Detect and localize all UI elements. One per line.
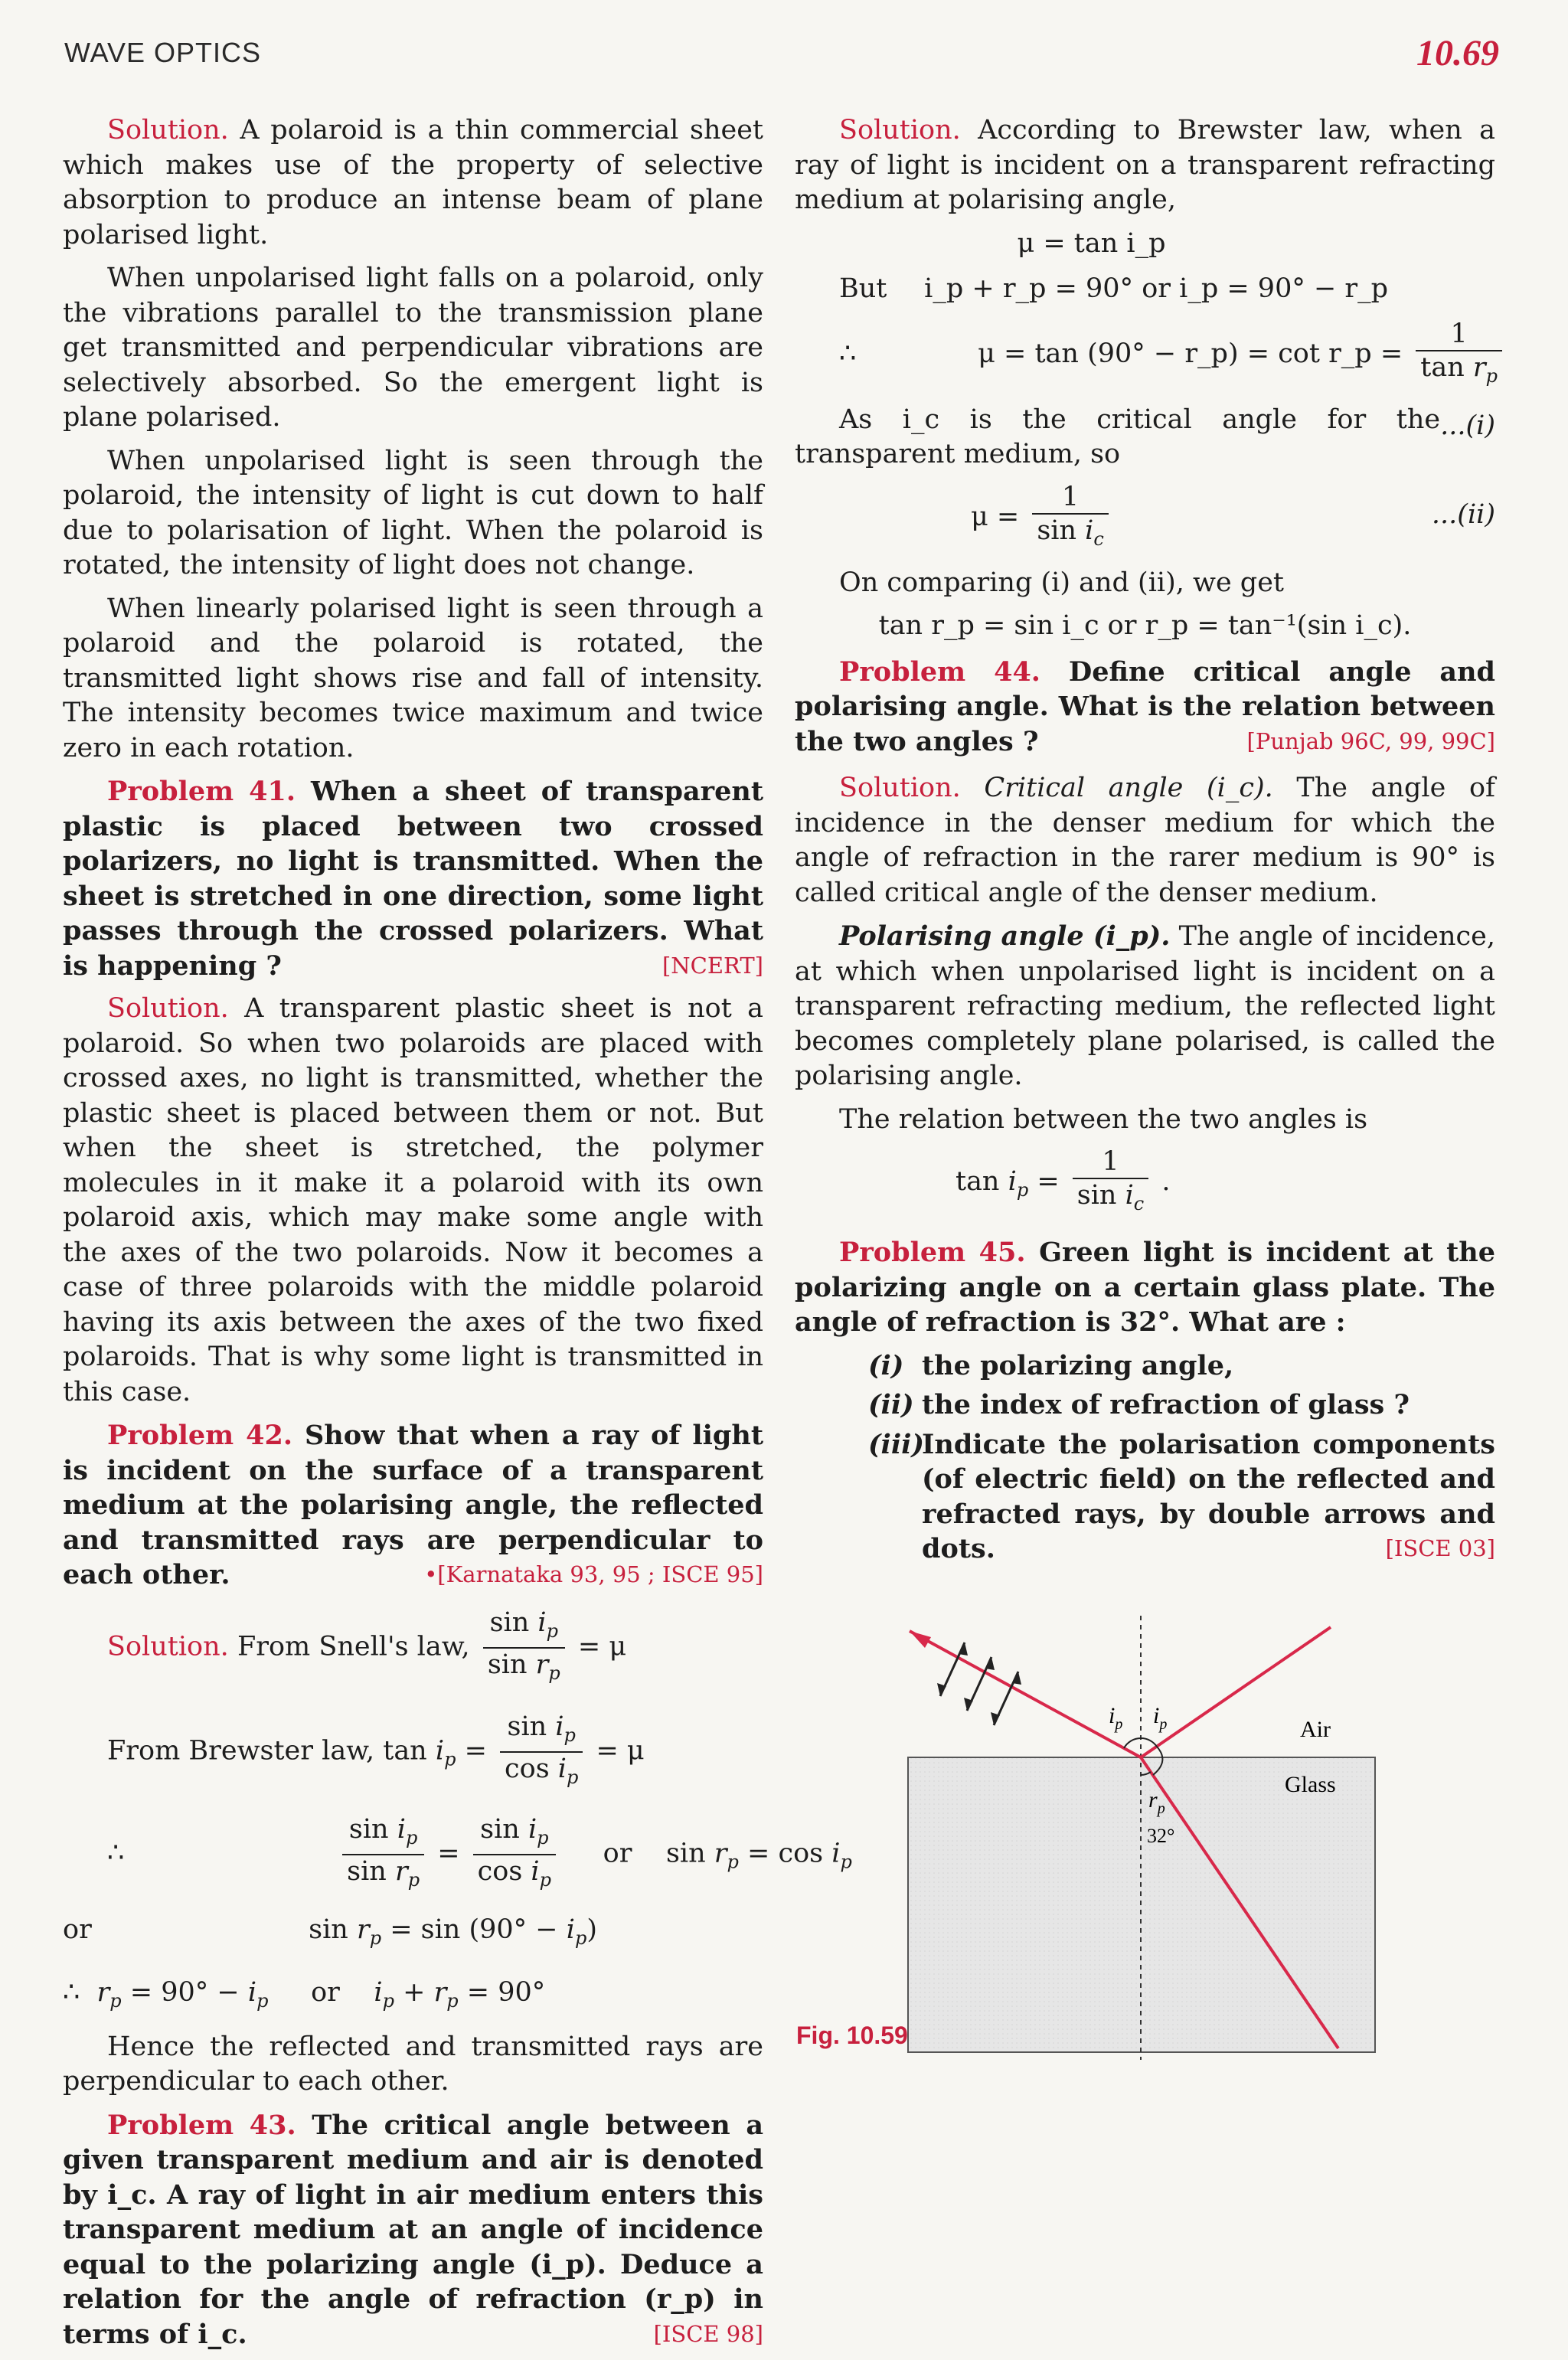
solution-40-p4: When linearly polarised light is seen through a polaroid and the polaroid is rotated, the transmitted light shows rise and fall of intensity. The intensity becomes twice maximum and twice zero in each rotation. <box>63 593 763 763</box>
label-angle: 32° <box>1147 1825 1175 1847</box>
equation-tag-i: ...(i) <box>1440 410 1495 441</box>
label-ip-left: $i_p$ <box>1109 1703 1123 1733</box>
label-ip-right: $i_p$ <box>1153 1703 1168 1733</box>
running-header: WAVE OPTICS <box>64 37 262 68</box>
solution-40-p3: When unpolarised light is seen through the polaroid, the intensity of light is cut down to half due to polarisation of light. When the polaroid is rotated, the intensity of light does not change. <box>63 445 763 580</box>
problem-42-source: •[Karnataka 93, 95 ; ISCE 95] <box>424 1561 763 1587</box>
angle-sum-equation: But i_p + r_p = 90° or i_p = 90° − r_p <box>839 273 1389 304</box>
list-item: (i) the polarizing angle, <box>868 1349 1234 1381</box>
solution-42-conclusion: Hence the reflected and transmitted rays are perpendicular to each other. <box>63 2031 763 2097</box>
problem-41: Problem 41. When a sheet of transparent plastic is placed between two crossed polarizers, no light is transmitted. When the sheet is stretched in one direction, some light passes through the crossed polarizers. What is happening ? [NCERT] <box>63 774 763 983</box>
problem-41-source: [NCERT] <box>662 952 763 979</box>
label-air: Air <box>1300 1717 1331 1742</box>
incident-arrowhead <box>910 1631 931 1648</box>
perpendicular-equation: ∴ $r_p = 90^\circ - i_p$ or $i_p + r_p = 90^\circ$ <box>63 1977 546 2012</box>
problem-43-source: [ISCE 98] <box>653 2320 763 2347</box>
solution-41: Solution. A transparent plastic sheet is not a polaroid. So when two polaroids are placed with crossed axes, no light is transmitted, whether the plastic sheet is placed between them or not. But when the sheet is stretched, the polymer molecules in it make it a polaroid with its own polaroid axis, which may make some angle with the axes of the two polaroids. Now it becomes a case of three polaroids with the middle polaroid having its axis between the axes of the two fixed polaroids. That is why some light is transmitted in this case. <box>63 993 763 1407</box>
list-item: (iii) Indicate the polarisation components (of electric field) on the reflected and refracted rays, by double arrows and dots. [ISCE 03] <box>868 1427 1495 1567</box>
snell-equation: Solution. From Snell's law, $\frac{\sin i_p}{\sin r_p}$ = μ <box>107 1607 627 1684</box>
incident-ray <box>910 1631 1141 1757</box>
incidence-angle-arc <box>1124 1738 1141 1748</box>
problem-45-list <box>868 1348 1495 1567</box>
ratio-equation: ∴ $\frac{\sin i_p}{\sin r_p}$ = $\frac{\sin i_p}{\cos i_p}$ or $\sin r_p = \cos i_p$ <box>107 1813 852 1891</box>
sine-equation: or $\sin r_p = \sin (90^\circ - i_p)$ <box>63 1914 597 1949</box>
mu-sin-equation: μ = $\frac{1}{\sin i_c}$ ...(ii) <box>971 481 1495 550</box>
problem-45: Problem 45. Green light is incident at the polarizing angle on a certain glass plate. The angle of refraction is 32°. What are : <box>795 1237 1495 1338</box>
solution-label: Solution. <box>107 115 229 145</box>
mu-tan-equation: μ = tan i_p <box>1017 227 1166 259</box>
figure-caption: Fig. 10.59 <box>796 2022 908 2049</box>
solution-44-critical: Solution. Critical angle (i_c). The angle of incidence in the denser medium for which the angle of refraction in the rarer medium is 90° is called critical angle of the denser medium. <box>795 773 1495 908</box>
problem-43: Problem 43. The critical angle between a given transparent medium and air is denoted by i_c. A ray of light in air medium enters this transparent medium at an angle of incidence equal to the polarizing angle (i_p). Deduce a relation for the angle of refraction (r_p) in terms of i_c. [ISCE 98] <box>63 2108 763 2352</box>
cot-equation: ∴ μ = tan (90° − r_p) = cot r_p = $\frac{1}{\tan r_p}$ ...(i) <box>839 318 1495 392</box>
problem-44: Problem 44. Define critical angle and polarising angle. What is the relation between the two angles ? [Punjab 96C, 99, 99C] <box>795 655 1495 760</box>
problem-45-source: [ISCE 03] <box>1385 1535 1495 1561</box>
solution-40-p2: When unpolarised light falls on a polaroid, only the vibrations parallel to the transmission plane get transmitted and perpendicular vibrations are selectively absorbed. So the emergent light is plane polarised. <box>63 263 763 433</box>
solution-43-critical: As i_c is the critical angle for the transparent medium, so <box>795 404 1441 469</box>
figure-10-59 <box>795 1600 1514 2060</box>
relation-equation: $\tan i_p$ = $\frac{1}{\sin i_c}$ . <box>956 1146 1171 1214</box>
equation-tag-ii: ...(ii) <box>1431 498 1495 530</box>
list-item: (ii) the index of refraction of glass ? <box>868 1389 1410 1420</box>
page-number: 10.69 <box>1416 33 1499 74</box>
result-equation: tan r_p = sin i_c or r_p = tan⁻¹(sin i_c). <box>878 610 1412 641</box>
solution-44-relation: The relation between the two angles is <box>839 1103 1368 1135</box>
solution-43-intro: Solution. According to Brewster law, when a ray of light is incident on a transparent refracting medium at polarising angle, <box>795 115 1495 215</box>
problem-42: Problem 42. Show that when a ray of light is incident on the surface of a transparent medium at the polarising angle, the reflected and transmitted rays are perpendicular to each other. •[Karnataka 93, 95 ; ISCE 95] <box>63 1418 763 1593</box>
label-rp: $r_p$ <box>1148 1787 1165 1817</box>
solution-43-compare: On comparing (i) and (ii), we get <box>839 567 1284 598</box>
reflection-angle-arc <box>1141 1738 1157 1747</box>
right-column <box>795 113 1498 1571</box>
label-glass: Glass <box>1285 1772 1336 1797</box>
brewster-equation: From Brewster law, $\tan i_p$ = $\frac{\sin i_p}{\cos i_p}$ = μ <box>107 1711 645 1788</box>
solution-44-polarising: Polarising angle (i_p). The angle of incidence, at which when unpolarised light is incident on a transparent refracting medium, the reflected light becomes completely plane polarised, is called the polarising angle. <box>795 920 1495 1091</box>
solution-40-p1: Solution. A polaroid is a thin commercial sheet which makes use of the property of selective absorption to produce an intense beam of plane polarised light. <box>63 115 763 250</box>
problem-44-source: [Punjab 96C, 99, 99C] <box>1246 727 1495 754</box>
